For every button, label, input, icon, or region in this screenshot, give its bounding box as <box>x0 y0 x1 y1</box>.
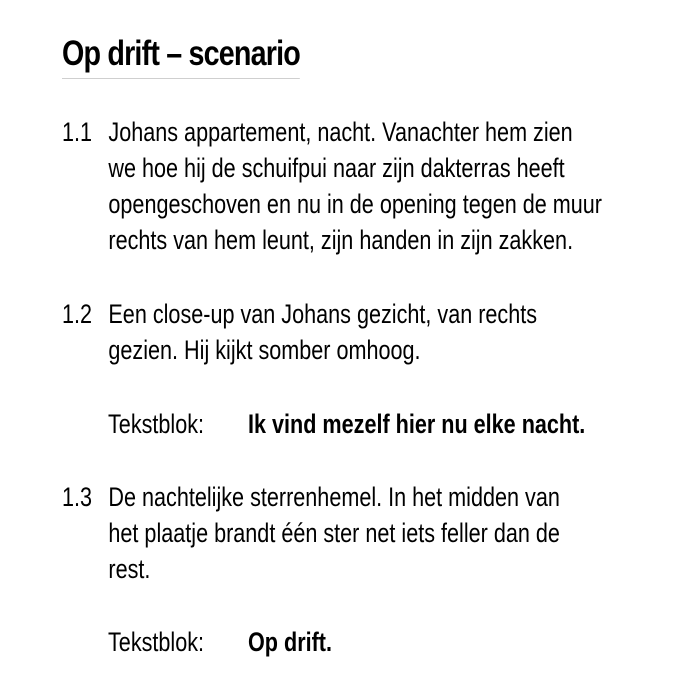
scene-description <box>108 114 700 258</box>
scene-1-2 <box>62 296 558 368</box>
textblock-text: Op drift. <box>248 627 332 657</box>
scene-line: Johans appartement, nacht. Vanachter hem zien <box>108 117 573 147</box>
scene-1-1 <box>62 114 603 258</box>
scene-number: 1.1 <box>62 117 93 147</box>
textblock-1-2 <box>108 406 585 442</box>
scene-description <box>108 296 700 368</box>
scene-1-3 <box>62 479 558 587</box>
scene-description <box>108 479 700 587</box>
scene-number: 1.3 <box>62 482 93 512</box>
scene-line: gezien. Hij kijkt somber omhoog. <box>108 335 421 365</box>
scene-line: rechts van hem leunt, zijn handen in zijn zakken. <box>108 225 574 255</box>
textblock-label: Tekstblok: <box>108 627 205 657</box>
scene-line: rest. <box>108 554 151 584</box>
scene-line: De nachtelijke sterrenhemel. In het midden van <box>108 482 560 512</box>
scene-line: we hoe hij de schuifpui naar zijn dakterras heeft <box>108 153 565 183</box>
document-title: Op drift – scenario <box>62 32 300 79</box>
scene-line: opengeschoven en nu in de opening tegen de muur <box>108 189 603 219</box>
textblock-text: Ik vind mezelf hier nu elke nacht. <box>248 409 586 439</box>
scene-number: 1.2 <box>62 299 93 329</box>
textblock-label: Tekstblok: <box>108 409 205 439</box>
textblock-1-3 <box>108 624 332 660</box>
scene-line: het plaatje brandt één ster net iets feller dan de <box>108 518 560 548</box>
scene-line: Een close-up van Johans gezicht, van rechts <box>108 299 538 329</box>
